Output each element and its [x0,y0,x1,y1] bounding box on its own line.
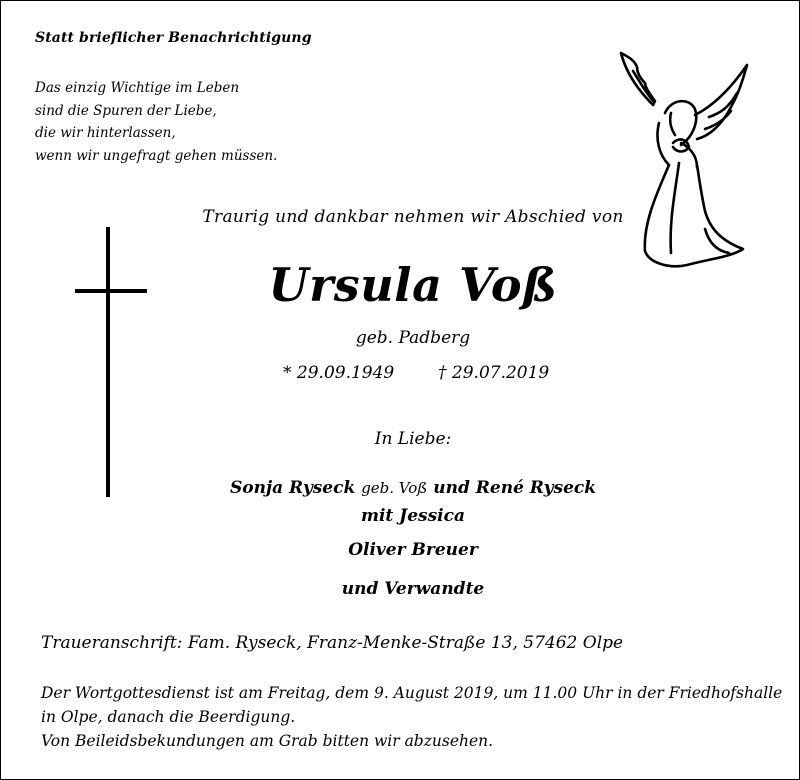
poem-line: Das einzig Wichtige im Leben [35,80,240,96]
service-line: Von Beileidsbekundungen am Grab bitten wir abzusehen. [41,732,494,750]
deceased-name: Ursula Voß [268,258,558,312]
death-date: † 29.07.2019 [438,363,550,383]
service-info [41,681,782,753]
mourning-address: Traueranschrift: Fam. Ryseck, Franz-Menke-Straße 13, 57462 Olpe [41,633,624,653]
poem-line: sind die Spuren der Liebe, [35,102,217,119]
mourners-intro: In Liebe: [374,429,452,449]
mourners-list [1,474,800,530]
mourner-line: mit Jessica [360,506,466,526]
birth-date: * 29.09.1949 [283,363,395,383]
service-line: Der Wortgottesdienst ist am Freitag, dem 9. August 2019, um 11.00 Uhr in der Friedhofshalle [41,684,783,702]
mourner-name: Oliver Breuer [348,540,478,560]
angel-icon [613,43,751,275]
mourner-line [1,474,800,502]
poem-line: wenn wir ungefragt gehen müssen. [35,147,278,164]
mourner-relatives: und Verwandte [341,579,485,599]
header-title: Statt brieflicher Benachrichtigung [35,30,312,46]
mourner-name: und René Ryseck [433,478,597,498]
mourner-name: Sonja Ryseck [229,478,356,498]
service-line: in Olpe, danach die Beerdigung. [41,708,296,726]
farewell-intro: Traurig und dankbar nehmen wir Abschied von [202,207,624,227]
mourner-maiden-name: geb. Voß [361,479,428,497]
poem-line: die wir hinterlassen, [35,125,176,141]
maiden-name: geb. Padberg [355,328,471,348]
poem [35,77,277,167]
